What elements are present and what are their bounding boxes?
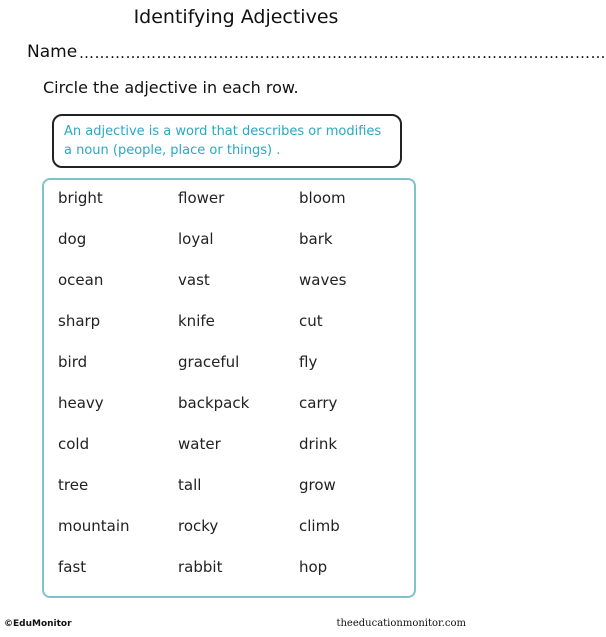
word-cell[interactable]: bird [58, 353, 88, 371]
word-cell[interactable]: bloom [299, 189, 346, 207]
word-cell[interactable]: cold [58, 435, 90, 453]
word-cell[interactable]: vast [178, 271, 210, 289]
name-label: Name [27, 42, 78, 62]
word-row [44, 312, 414, 334]
word-cell[interactable]: waves [299, 271, 347, 289]
word-cell[interactable]: bark [299, 230, 333, 248]
definition-text: An adjective is a word that describes or modifies a noun (people, place or things) . [64, 124, 382, 158]
word-row [44, 476, 414, 498]
word-cell[interactable]: grow [299, 476, 336, 494]
word-cell[interactable]: heavy [58, 394, 104, 412]
word-row [44, 435, 414, 457]
footer-copyright: ©EduMonitor [4, 619, 72, 629]
word-cell[interactable]: water [178, 435, 221, 453]
word-cell[interactable]: loyal [178, 230, 214, 248]
definition-box [52, 114, 402, 168]
word-cell[interactable]: climb [299, 517, 340, 535]
word-row [44, 271, 414, 293]
word-cell[interactable]: ocean [58, 271, 104, 289]
word-cell[interactable]: fast [58, 558, 87, 576]
word-cell[interactable]: dog [58, 230, 87, 248]
instruction-text: Circle the adjective in each row. [43, 78, 299, 97]
word-row [44, 189, 414, 211]
word-row [44, 230, 414, 252]
word-cell[interactable]: knife [178, 312, 215, 330]
word-cell[interactable]: carry [299, 394, 338, 412]
word-cell[interactable]: cut [299, 312, 323, 330]
footer-website: theeducationmonitor.com [336, 618, 466, 629]
word-row [44, 394, 414, 416]
word-cell[interactable]: tall [178, 476, 202, 494]
word-cell[interactable]: sharp [58, 312, 101, 330]
word-cell[interactable]: rocky [178, 517, 219, 535]
word-cell[interactable]: rabbit [178, 558, 223, 576]
word-row [44, 558, 414, 580]
name-dotted-line[interactable]: ………………………………………………………………………………………… [79, 44, 606, 62]
word-grid [42, 178, 416, 598]
word-cell[interactable]: graceful [178, 353, 240, 371]
word-row [44, 517, 414, 539]
word-cell[interactable]: mountain [58, 517, 130, 535]
word-cell[interactable]: flower [178, 189, 225, 207]
word-row [44, 353, 414, 375]
word-cell[interactable]: drink [299, 435, 338, 453]
word-cell[interactable]: hop [299, 558, 328, 576]
word-cell[interactable]: bright [58, 189, 103, 207]
worksheet-title: Identifying Adjectives [133, 6, 339, 28]
word-cell[interactable]: backpack [178, 394, 250, 412]
word-cell[interactable]: tree [58, 476, 89, 494]
word-cell[interactable]: fly [299, 353, 318, 371]
name-field-row[interactable] [27, 42, 606, 62]
